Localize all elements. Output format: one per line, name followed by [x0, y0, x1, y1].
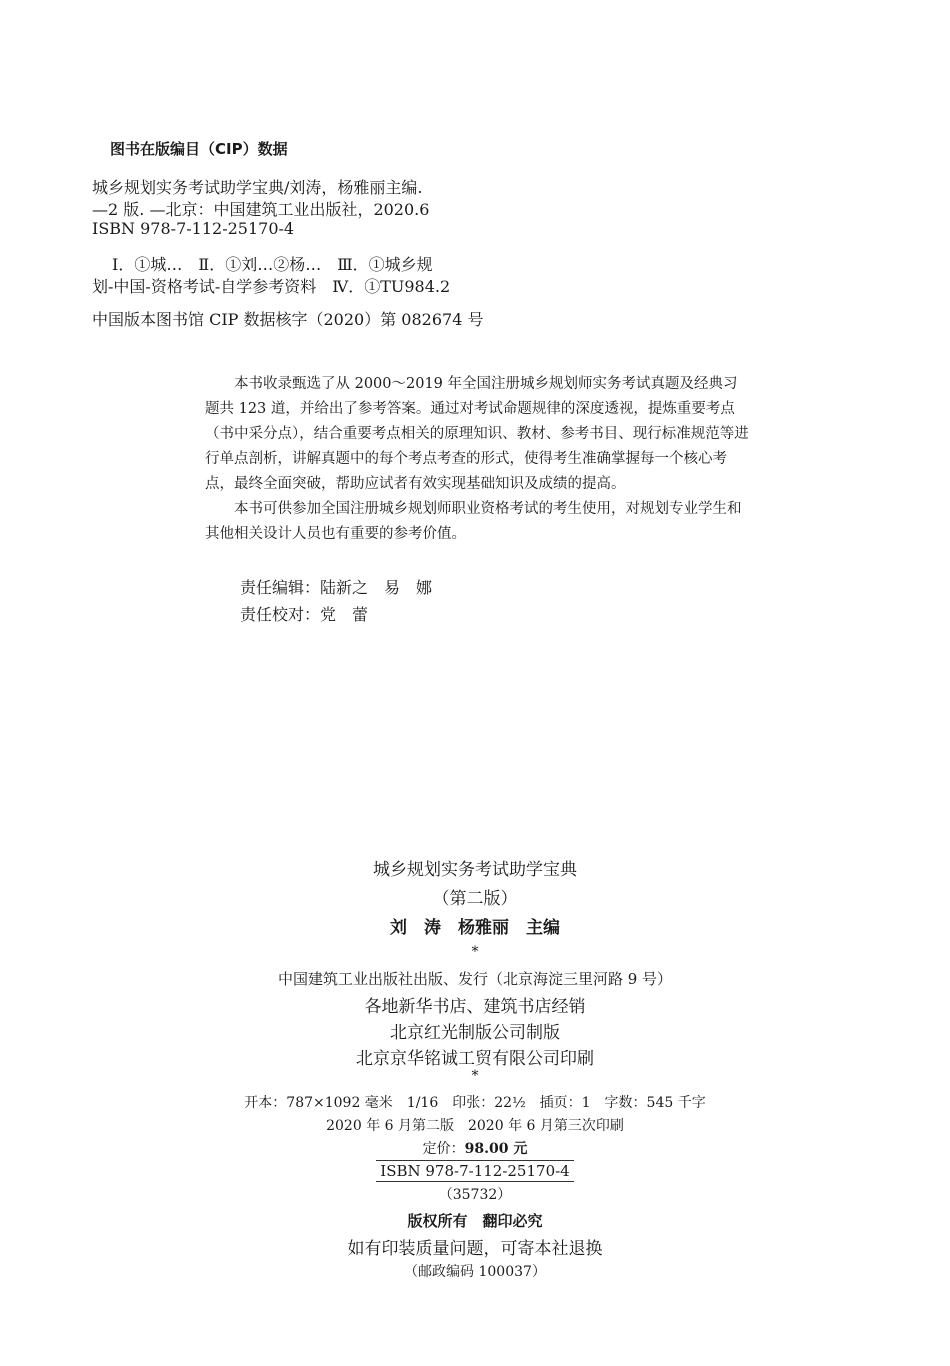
- responsible-editor: 责任编辑：陆新之 易 娜: [240, 578, 433, 597]
- book-code: （35732）: [438, 1187, 512, 1203]
- abstract-paragraph-1: 本书收录甄选了从 2000～2019 年全国注册城乡规划师实务考试真题及经典习题共 123 道，并给出了参考答案。通过对考试命题规律的深度透视，提炼重要考点（书中采分点），结合重要考点相关的原理知识、教材、参考书目、现行标准规范等进行单点剖析，讲解真题中的每个考点考查的形式，使得考生准确掌握每一个核心考点，最终全面突破，帮助应试者有效实现基础知识及成绩的提高。: [205, 376, 749, 492]
- price-value: 98.00 元: [464, 1141, 528, 1157]
- abstract-paragraph-2: 本书可供参加全国注册城乡规划师职业资格考试的考生使用，对规划专业学生和其他相关设计人员也有重要的参考价值。: [205, 501, 742, 542]
- book-edition: （第二版）: [432, 889, 518, 909]
- isbn: ISBN 978-7-112-25170-4: [376, 1160, 573, 1182]
- distributor-line: 各地新华书店、建筑书店经销: [364, 997, 586, 1017]
- return-policy: 如有印装质量问题，可寄本社退换: [347, 1239, 603, 1259]
- responsible-proofreader: 责任校对：党 蕾: [240, 605, 369, 624]
- postcode: （邮政编码 100037）: [404, 1264, 546, 1280]
- book-authors: 刘 涛 杨雅丽 主编: [390, 918, 560, 938]
- cip-classification-2: 划-中国-资格考试-自学参考资料 Ⅳ．①TU984.2: [92, 277, 451, 296]
- cip-heading: 图书在版编目（CIP）数据: [110, 140, 288, 158]
- abstract: [205, 372, 750, 547]
- plate-maker-line: 北京红光制版公司制版: [390, 1023, 560, 1043]
- publisher-line: 中国建筑工业出版社出版、发行（北京海淀三里河路 9 号）: [277, 970, 673, 988]
- separator-asterisk: *: [471, 944, 479, 960]
- cip-classification-1: Ⅰ．①城… Ⅱ．①刘…②杨… Ⅲ．①城乡规: [112, 255, 433, 274]
- cip-verification-number: 中国版本图书馆 CIP 数据核字（2020）第 082674 号: [92, 310, 484, 329]
- separator-asterisk: *: [471, 1068, 479, 1084]
- price: [0, 1138, 950, 1158]
- copyright-notice: 版权所有 翻印必究: [407, 1212, 543, 1230]
- printer-line: 北京京华铭诚工贸有限公司印刷: [356, 1049, 594, 1069]
- format-specs: 开本：787×1092 毫米 1/16 印张：22½ 插页：1 字数：545 千字: [244, 1095, 706, 1111]
- cip-line-1: 城乡规划实务考试助学宝典/刘涛，杨雅丽主编.: [92, 178, 423, 197]
- print-history: 2020 年 6 月第二版 2020 年 6 月第三次印刷: [326, 1118, 624, 1134]
- book-title: 城乡规划实务考试助学宝典: [373, 860, 577, 880]
- cip-line-2: —2 版. —北京：中国建筑工业出版社，2020.6: [92, 200, 430, 219]
- isbn-box: [0, 1160, 950, 1182]
- cip-isbn: ISBN 978-7-112-25170-4: [92, 219, 295, 238]
- price-label: 定价：: [422, 1141, 465, 1157]
